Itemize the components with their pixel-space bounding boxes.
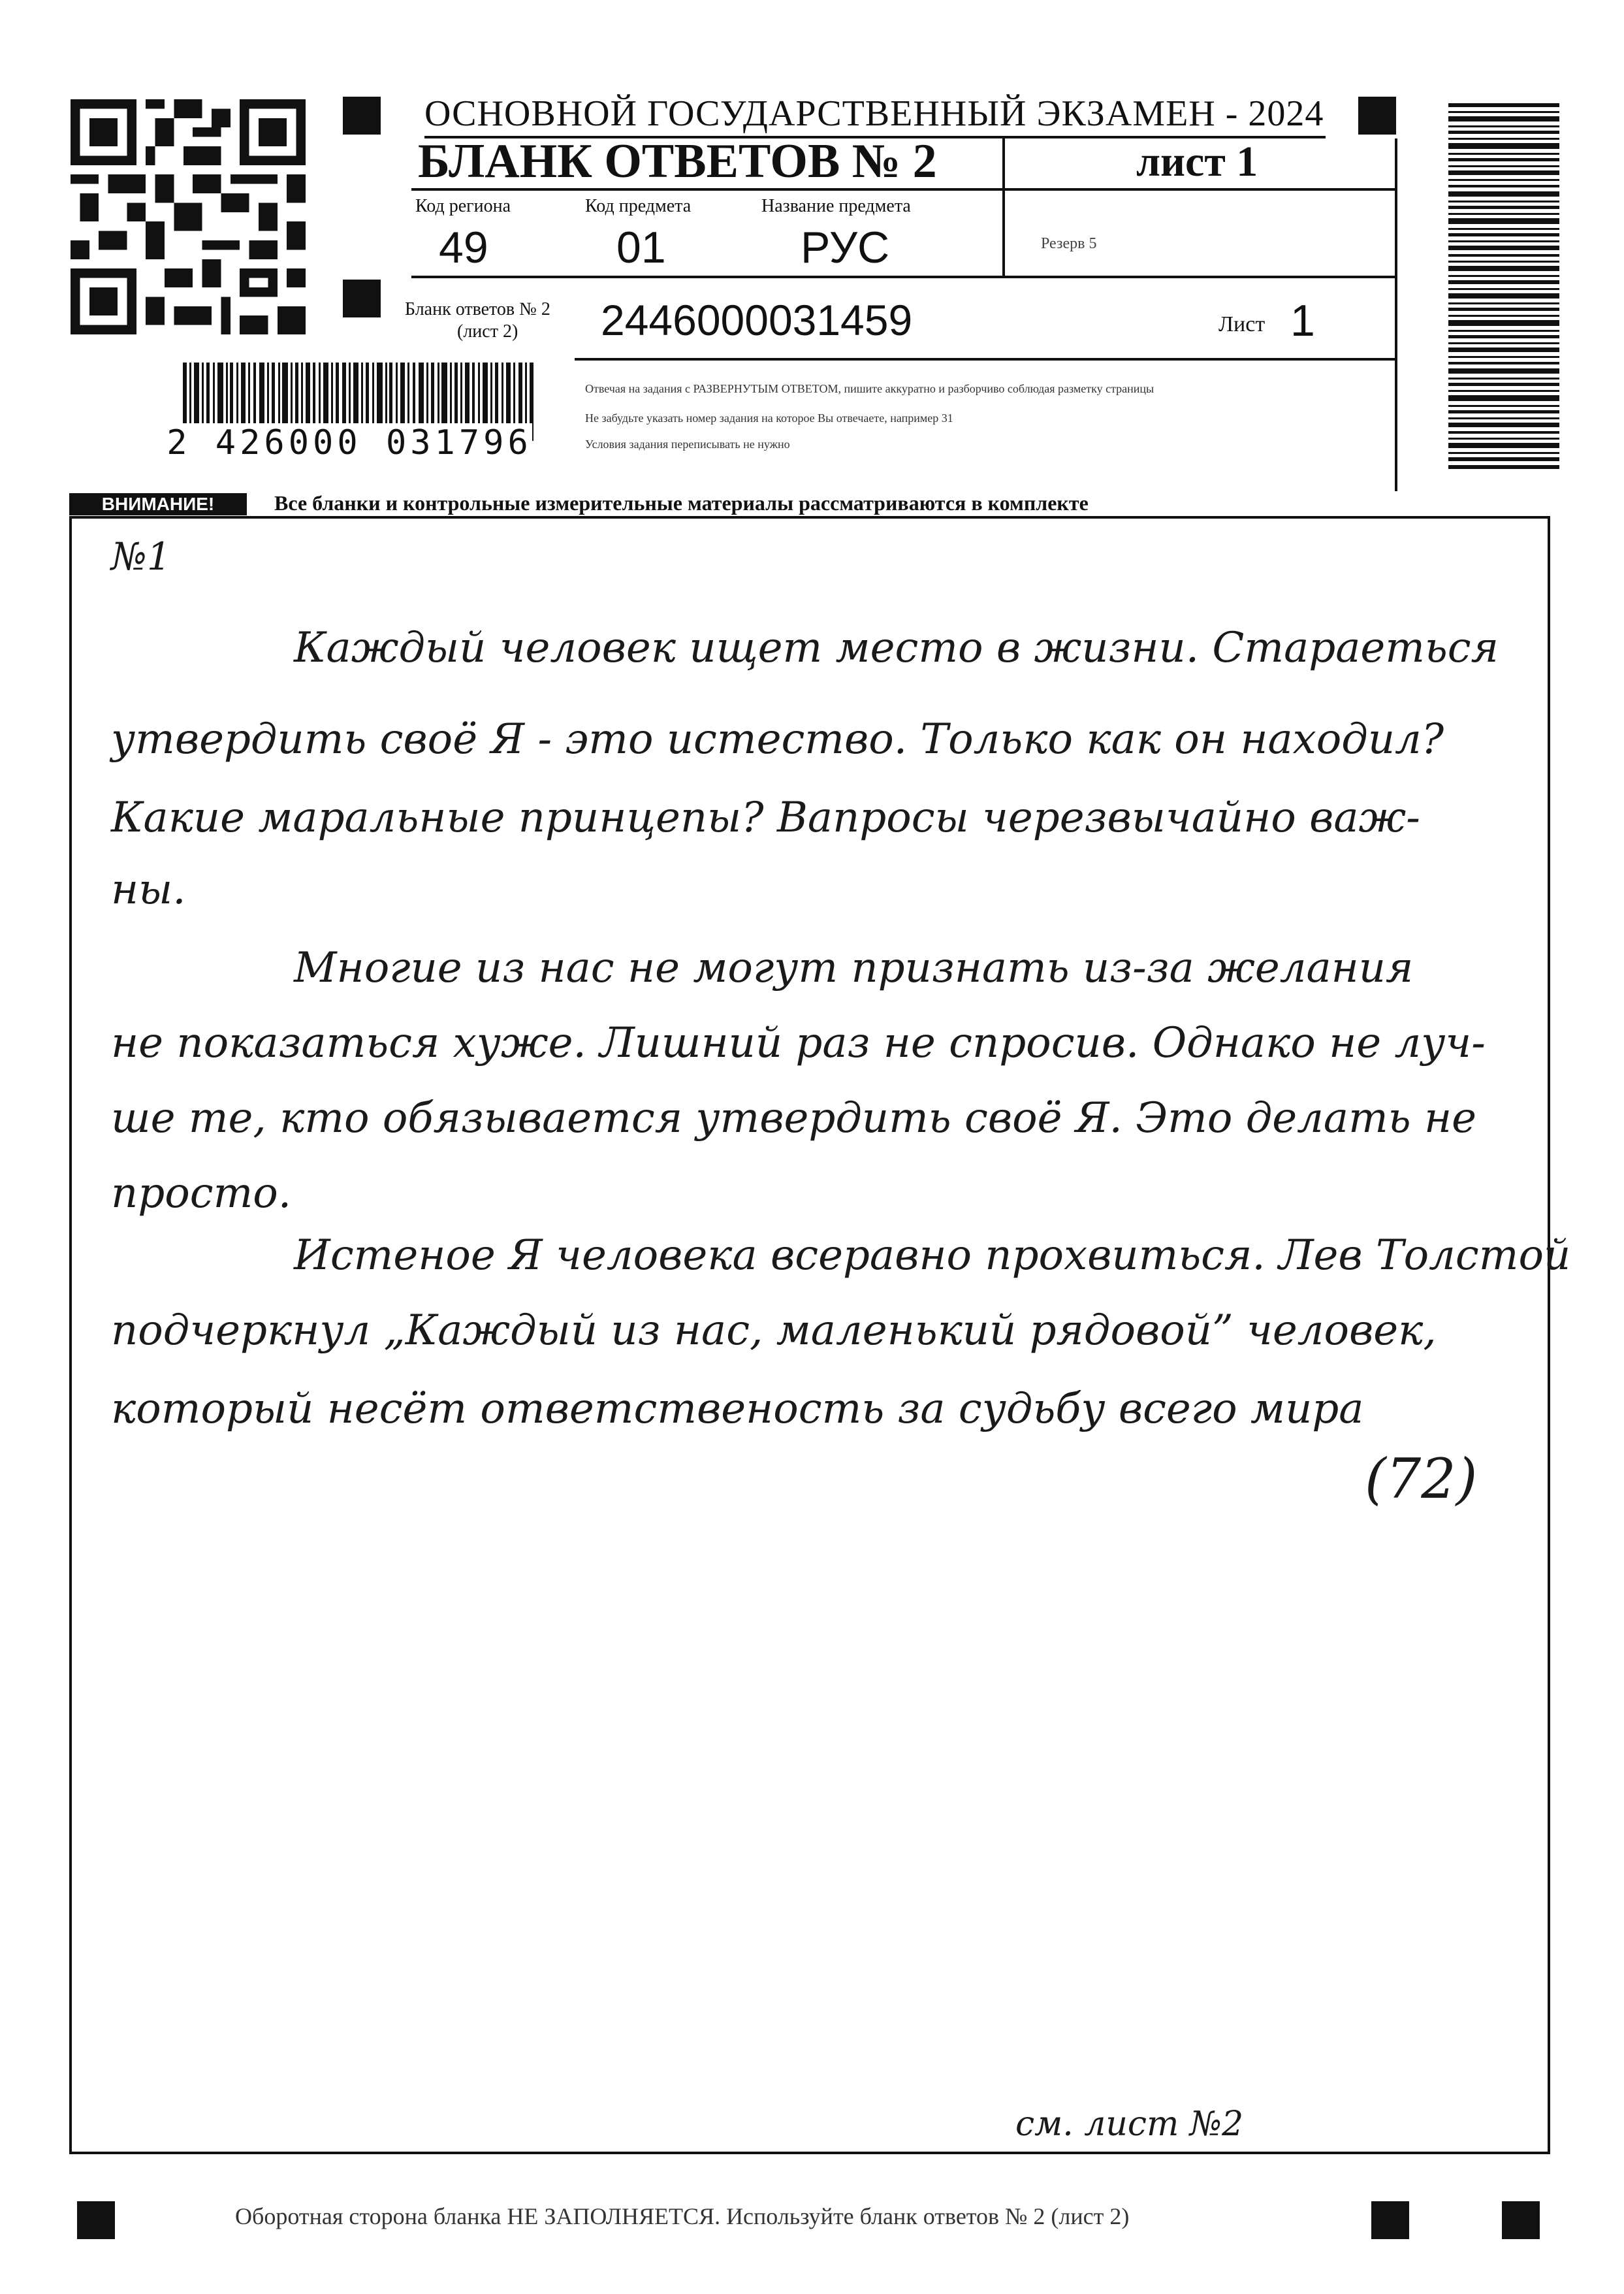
continue-note: см. лист №2 [1015,2105,1244,2144]
registration-marker-bottom-right-2 [1502,2201,1540,2239]
header-right-border [1395,138,1397,491]
subject-name-label: Название предмета [761,196,911,216]
header-line-1 [411,188,1397,191]
region-code-value: 49 [439,223,488,272]
answer-line-10: подчеркнул „Каждый из нас, маленький рядовой” человек, [111,1306,1437,1355]
answer-line-11: который несёт ответственость за судьбу всего мира [111,1385,1364,1433]
registration-marker-bottom-right-1 [1371,2201,1409,2239]
answer-line-5: Многие из нас не могут признать из-за желания [294,944,1414,992]
region-code-label: Код региона [415,196,511,216]
registration-marker-bottom-left [77,2201,115,2239]
subject-code-value: 01 [616,223,666,272]
answer-line-3: Какие маральные принцепы? Вапросы черезвычайно важ- [111,794,1420,842]
answer-line-2: утвердить своё Я - это истество. Только как он находил? [111,715,1444,764]
form2-number: 2446000031459 [601,296,913,344]
answer-line-6: не показаться хуже. Лишний раз не спросив. Однако не луч- [111,1019,1486,1067]
footer-note: Оборотная сторона бланка НЕ ЗАПОЛНЯЕТСЯ. Используйте бланк ответов № 2 (лист 2) [235,2203,1130,2229]
qr-code [71,99,306,334]
form2-sub-label: (лист 2) [457,321,518,342]
attention-badge: ВНИМАНИЕ! [69,493,247,515]
attention-text: Все бланки и контрольные измерительные материалы рассматриваются в комплекте [274,491,1089,515]
instruction-line-3: Условия задания переписывать не нужно [585,438,790,451]
header-line-2 [411,276,1397,278]
form2-label: Бланк ответов № 2 [405,299,550,319]
registration-marker-mid-left [343,280,381,317]
instruction-line-2: Не забудьте указать номер задания на которое Вы отвечаете, например 31 [585,412,953,425]
exam-title: ОСНОВНОЙ ГОСУДАРСТВЕННЫЙ ЭКЗАМЕН - 2024 [424,91,1326,138]
registration-marker-top-left [343,97,381,135]
subject-name-value: РУС [801,223,890,272]
answer-line-8: просто. [111,1169,292,1218]
answer-line-7: ше те, кто обязывается утвердить своё Я. Это делать не [111,1094,1476,1142]
barcode-vertical [1448,103,1559,469]
form-title: БЛАНК ОТВЕТОВ № 2 [418,135,937,188]
registration-marker-top-right [1358,97,1396,135]
task-number: №1 [111,534,171,579]
word-count: (72) [1365,1447,1478,1511]
sheet-label: лист 1 [1136,138,1258,186]
header-divider-vertical [1002,138,1005,276]
header-line-3 [575,358,1397,361]
reserve-label: Резерв 5 [1041,235,1097,252]
answer-line-9: Истеное Я человека всеравно прохвиться. Лев Толстой [294,1231,1571,1280]
instruction-line-1: Отвечая на задания с РАЗВЕРНУТЫМ ОТВЕТОМ, пишите аккуратно и разборчиво соблюдая разметку страницы [585,382,1154,395]
answer-line-1: Каждый человек ищет место в жизни. Стараеться [294,624,1499,672]
answer-line-4: ны. [111,865,186,914]
sheet-number: 1 [1290,296,1315,346]
barcode-number: 2 426000 031796 [167,423,532,462]
subject-code-label: Код предмета [585,196,692,216]
sheet-word: Лист [1218,312,1266,336]
